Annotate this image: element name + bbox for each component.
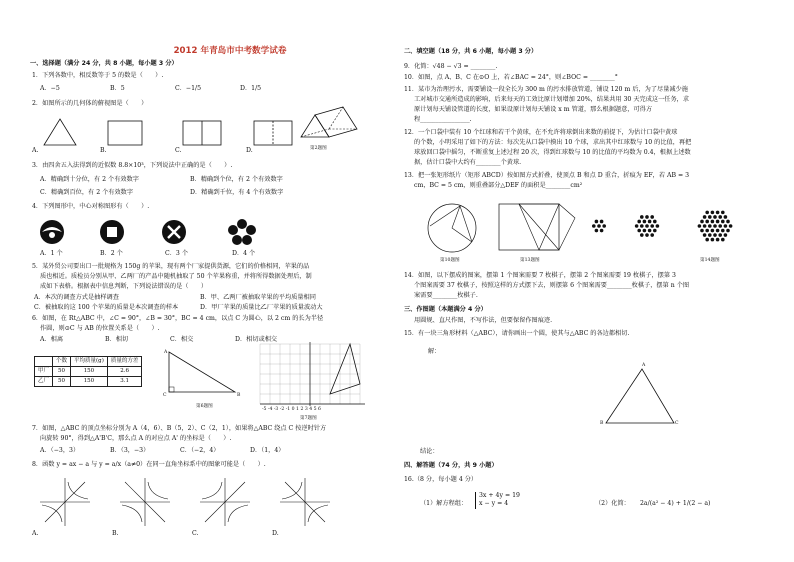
fig7-caption: 第7题图 [300, 416, 317, 421]
q3-option-a: A．精确到十分位，有 2 个有效数字 [40, 176, 139, 183]
q4-option-d: D．4 个 [232, 250, 256, 257]
dot-icon [708, 215, 712, 219]
question-1: 1．下列各数中，相反数等于 5 的数是（ ）. [32, 72, 164, 79]
q4-option-b: B．2 个 [100, 250, 123, 257]
dot-icon [648, 229, 652, 233]
dot-icon [721, 229, 725, 233]
q2-prism-figure [295, 107, 365, 147]
dot-icon [724, 233, 728, 237]
question-10: 10．如图，点 A、B、C 在⊙O 上，若∠BAC = 24°，则∠BOC = ________° [404, 74, 618, 81]
q15-label-c: C [675, 421, 679, 426]
table-cell: 乙厂 [35, 377, 53, 387]
q5-option-d: D．甲厂苹果的质量比乙厂苹果的质量波动大 [200, 304, 323, 311]
dot-icon [600, 229, 604, 233]
q6-option-a: A．相离 [40, 336, 64, 343]
q2-triangle-icon [44, 119, 76, 145]
fig6-triangle [165, 350, 245, 400]
q4-flower-icon [228, 219, 256, 245]
question-2: 2．如图所示的几何体的俯视图是（ ） [32, 100, 148, 107]
dot-icon [711, 220, 715, 224]
q16-system-brace [475, 492, 520, 509]
q6-option-c: C．相交 [170, 336, 194, 343]
question-5-line-2: 质也相近。质检员分别从甲、乙两厂的产品中随机抽取了 50 个苹果称重，并将所得数据处理后，制 [40, 273, 312, 280]
dot-icon [716, 211, 720, 215]
question-11-line-1: 11．某市为治理污水，需要铺设一段全长为 300 m 的污水排放管道，铺设 120 m 后，为了尽量减少施 [404, 86, 688, 93]
q2-option-d: D. [246, 147, 253, 154]
q16-part-2-label: （2）化简： [595, 500, 630, 507]
question-5-line-1: 5．某外贸公司要出口一批规格为 150g 的苹果，现有两个厂家提供货源，它们的价格相同，苹果的品 [32, 263, 310, 270]
dot-icon [718, 233, 722, 237]
question-6-line-2: 作圆，则⊙C 与 AB 的位置关系是（ ）. [40, 325, 160, 332]
dot-icon [703, 224, 707, 228]
q3-option-c: C．精确到百位，有 2 个有效数字 [40, 189, 134, 196]
question-15: 15．有一块三角形材料（△ABC），请你画出一个圆，使其与△ABC 的各边都相切. [404, 330, 630, 337]
q16-expression: 2a/(a² − 4) + 1/(2 − a) [640, 500, 711, 507]
q3-option-b: B．精确到个位，有 2 个有效数字 [190, 176, 283, 183]
q7-option-c: C．（−2，4） [180, 447, 220, 454]
dot-icon [721, 220, 725, 224]
question-13-line-2: cm，BC = 5 cm，则重叠部分△DEF 的面积是________cm² [414, 182, 583, 189]
dot-icon [726, 229, 730, 233]
dot-icon [640, 224, 644, 228]
fig6-label-a: A [164, 350, 168, 355]
dot-icon [711, 211, 715, 215]
q7-option-d: D．（1，4） [250, 447, 285, 454]
dot-icon [640, 233, 644, 237]
section-3-heading: 三、作图题（本题满分 4 分） [404, 306, 487, 313]
dot-icon [637, 220, 641, 224]
dot-icon [643, 220, 647, 224]
fig13-fold [495, 200, 585, 255]
q1-option-a: A．−5 [40, 85, 60, 92]
dot-icon [635, 224, 639, 228]
question-12-line-3: 球放回口袋中摇匀，不断重复上述过程 20 次，得到红球数与 10 的比值的平均数为 0.4，根据上述数 [414, 149, 691, 156]
fig13-caption: 第13题图 [520, 258, 540, 263]
question-3: 3．由四舍五入法得到的近似数 8.8×10³，下列说法中正确的是（ ）. [32, 162, 233, 169]
question-14-line-3: 案需要________枚棋子. [414, 292, 478, 299]
question-5-line-3: 成如下表格。根据表中信息判断，下列说法错误的是（ ） [40, 283, 208, 290]
dot-icon [724, 215, 728, 219]
dot-icon [645, 215, 649, 219]
table-cell: 甲厂 [35, 367, 53, 377]
dot-icon [703, 215, 707, 219]
dot-icon [703, 233, 707, 237]
q4-option-a: A．1 个 [40, 250, 63, 257]
question-4: 4．下列图形中，中心对称图形有（ ）. [32, 203, 150, 210]
table-row [35, 367, 142, 377]
dot-icon [729, 224, 733, 228]
question-11-line-3: 原计划每天铺设管道的长度，如果设原计划每天铺设 x m 管道，那么根据题意，可得方 [414, 106, 653, 113]
q1-option-d: D．1/5 [240, 85, 262, 92]
q7-option-b: B．（3，−3） [110, 447, 150, 454]
q16-part-1-label: （1）解方程组： [420, 500, 468, 507]
fig6-caption: 第6题图 [196, 404, 213, 409]
q8-option-c: C. [192, 530, 199, 537]
dot-icon [600, 220, 604, 224]
dot-icon [721, 238, 725, 242]
section-1-heading: 一、选择题（满分 24 分，共 8 小题，每小题 3 分） [30, 60, 178, 67]
dot-icon [705, 220, 709, 224]
q8-graphs [40, 478, 340, 528]
q15-label-b: B [600, 421, 604, 426]
dot-icon [721, 211, 725, 215]
dot-icon [713, 224, 717, 228]
dot-icon [698, 224, 702, 228]
q15-label-a: A [642, 363, 646, 368]
dot-icon [653, 220, 657, 224]
fig14-dot-patterns [585, 200, 765, 255]
q5-option-a: A．本次的调查方式是抽样调查 [34, 294, 119, 301]
dot-icon [595, 229, 599, 233]
q2-option-c: C. [175, 147, 182, 154]
fig2-caption: 第2题图 [310, 146, 327, 151]
section-3-note: 用圆规、直尺作图，不写作法，但要保留作图痕迹. [414, 317, 553, 324]
dot-icon [700, 229, 704, 233]
q2-option-b: B. [100, 147, 107, 154]
q8-option-a: A. [32, 530, 39, 537]
question-9: 9．化简：√48 − √3 = ________. [404, 63, 498, 70]
question-7-line-1: 7．如图，△ABC 的顶点坐标分别为 A（4，6）、B（5，2）、C（2，1），如果将△ABC 绕点 C 按逆时针方 [32, 425, 327, 432]
exam-title: 2012 年青岛市中考数学试卷 [173, 46, 287, 56]
q16-eq-1: 3x + 4y = 19 [479, 492, 520, 499]
table-cell: 50 [53, 367, 71, 377]
dot-icon [650, 224, 654, 228]
dot-icon [726, 220, 730, 224]
fig7-x-axis-ticks: -5 -4 -3 -2 -1 0 1 2 3 4 5 6 [262, 407, 321, 412]
q8-option-b: B. [112, 530, 119, 537]
fig6-label-b: B [237, 393, 241, 398]
q4-symbols [38, 218, 268, 248]
dot-icon [705, 229, 709, 233]
fig6-label-c: C [163, 393, 167, 398]
dot-icon [711, 238, 715, 242]
dot-icon [653, 229, 657, 233]
q5-option-b: B．甲、乙两厂被抽取苹果的平均质量相同 [200, 294, 316, 301]
question-14-line-2: 个图案需要 37 枚棋子，按照这样的方式摆下去，则摆第 6 个图案需要________枚棋子，摆第 n 个图 [414, 282, 690, 289]
q1-option-c: C．−1/5 [175, 85, 202, 92]
dot-icon [645, 233, 649, 237]
question-16: 16.（8 分，每小题 4 分） [404, 476, 478, 483]
table-cell: 个数 [53, 357, 71, 367]
solve-label: 解： [428, 348, 441, 355]
dot-icon [648, 220, 652, 224]
table-cell: 50 [53, 377, 71, 387]
q16-eq-2: x − y = 4 [479, 500, 509, 508]
dot-icon [700, 220, 704, 224]
q5-data-table [34, 356, 142, 387]
fig14-caption: 第14题图 [700, 258, 720, 263]
table-cell: 3.1 [107, 377, 142, 387]
dot-icon [643, 229, 647, 233]
dot-icon [716, 220, 720, 224]
table-cell: 150 [71, 377, 108, 387]
fig10-circle [424, 198, 484, 258]
table-cell: 平均质量(g) [71, 357, 108, 367]
question-7-line-2: 向旋转 90°，得到△A'B'C，那么点 A 的对应点 A' 的坐标是（ ）. [40, 435, 232, 442]
fig10-caption: 第10题图 [440, 258, 460, 263]
q4-option-c: C．3 个 [165, 250, 189, 257]
dot-icon [708, 224, 712, 228]
q3-option-d: D．精确到千位，有 4 个有效数字 [190, 189, 284, 196]
question-12-line-1: 12．一个口袋中装有 10 个红球和若干个黄球，在不允许将球倒出来数的前提下，为估计口袋中黄球 [404, 129, 678, 136]
dot-icon [650, 215, 654, 219]
q6-option-d: D．相切或相交 [235, 336, 278, 343]
section-2-heading: 二、填空题（18 分，共 6 小题，每小题 3 分） [404, 48, 538, 55]
q1-option-b: B．5 [110, 85, 125, 92]
table-row [35, 377, 142, 387]
dot-icon [705, 211, 709, 215]
q6-option-b: B．相切 [105, 336, 129, 343]
dot-icon [708, 233, 712, 237]
question-12-line-2: 的个数，小明采用了如下的方法：每次先从口袋中摸出 10 个球，求出其中红球数与 10 的比值，再把 [414, 139, 692, 146]
question-6-line-1: 6．如图，在 Rt△ABC 中，∠C = 90°，∠B = 30°，BC = 4 cm，以点 C 为圆心，以 2 cm 的长为半径 [32, 315, 324, 322]
q2-rectangle-icon [108, 121, 142, 145]
dot-icon [718, 224, 722, 228]
dot-icon [718, 215, 722, 219]
dot-icon [640, 215, 644, 219]
dot-icon [656, 224, 660, 228]
fig7-coordinate-grid [260, 344, 370, 414]
table-row [35, 357, 142, 367]
question-14-line-1: 14．如图，以下摆成的图案，摆第 1 个图案需要 7 枚棋子，摆第 2 个图案需要 19 枚棋子，摆第 3 [404, 272, 676, 279]
q15-triangle [600, 365, 680, 430]
q7-option-a: A．（−3，3） [40, 447, 80, 454]
q2-option-a: A. [32, 147, 39, 154]
dot-icon [597, 224, 601, 228]
conclusion-label: 结论： [420, 448, 439, 455]
dot-icon [592, 224, 596, 228]
dot-icon [645, 224, 649, 228]
dot-icon [711, 229, 715, 233]
dot-icon [595, 220, 599, 224]
question-11-line-4: 程________________. [414, 116, 472, 123]
table-cell: 150 [71, 367, 108, 377]
question-12-line-4: 据，估计口袋中大约有________个黄球. [414, 159, 522, 166]
dot-icon [650, 233, 654, 237]
table-cell [35, 357, 53, 367]
q5-option-c: C．被抽取的这 100 个苹果的质量是本次调查的样本 [34, 304, 179, 311]
table-cell: 2.6 [107, 367, 142, 377]
question-11-line-2: 工对城市交通所造成的影响，后来每天的工效比原计划增加 20%，结果共用 30 天完成这一任务，求 [414, 96, 690, 103]
dot-icon [637, 229, 641, 233]
dot-icon [705, 238, 709, 242]
question-13-line-1: 13．把一张矩形纸片（矩形 ABCD）按如图方式折叠，使顶点 B 和点 D 重合，折痕为 EF，若 AB = 3 [404, 172, 690, 179]
table-cell: 质量的方差 [107, 357, 142, 367]
dot-icon [724, 224, 728, 228]
section-4-heading: 四、解答题（74 分，共 9 小题） [404, 462, 498, 469]
dot-icon [602, 224, 606, 228]
q8-option-d: D. [272, 530, 279, 537]
dot-icon [713, 215, 717, 219]
dot-icon [716, 238, 720, 242]
question-8: 8．函数 y = ax − a 与 y = a/x（a≠0）在同一直角坐标系中的图象可能是（ ）. [32, 461, 266, 468]
q2-options-figures [38, 117, 338, 157]
dot-icon [713, 233, 717, 237]
dot-icon [716, 229, 720, 233]
